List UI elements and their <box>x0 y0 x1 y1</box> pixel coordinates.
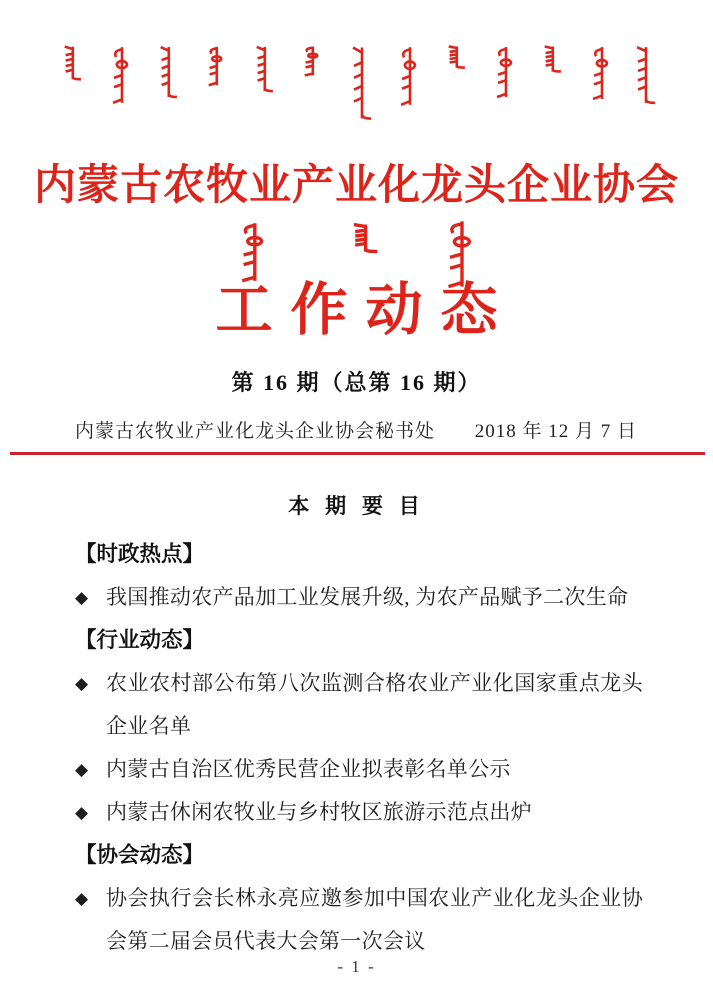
page-number: - 1 - <box>337 957 376 976</box>
toc-item-text: 内蒙古自治区优秀民营企业拟表彰名单公示 <box>106 757 511 781</box>
toc-heading: 本 期 要 目 <box>288 495 425 518</box>
toc-item-text: 内蒙古休闲农牧业与乡村牧区旅游示范点出炉 <box>106 800 532 824</box>
toc-item-text: 农业农村部公布第八次监测合格农业产业化国家重点龙头企业名单 <box>106 671 643 738</box>
diamond-bullet-icon: ◆ <box>75 588 89 608</box>
toc-section-label-politics: 【时政热点】 <box>75 542 205 566</box>
diamond-bullet-icon: ◆ <box>75 803 89 823</box>
publish-date: 2018 年 12 月 7 日 <box>474 421 637 442</box>
toc-item <box>75 748 643 791</box>
toc-item <box>75 576 643 619</box>
diamond-bullet-icon: ◆ <box>75 760 89 780</box>
diamond-bullet-icon: ◆ <box>75 674 89 694</box>
publisher-row <box>75 416 637 443</box>
toc-item <box>75 877 643 963</box>
bulletin-title: 工作动态 <box>215 279 516 342</box>
toc-item-text: 我国推动农产品加工业发展升级, 为农产品赋予二次生命 <box>106 585 629 609</box>
toc-section-label-industry: 【行业动态】 <box>75 628 205 652</box>
org-name-title: 内蒙古农牧业产业化龙头企业协会 <box>33 163 679 210</box>
toc-item <box>75 791 643 834</box>
toc-item-text: 协会执行会长林永亮应邀参加中国农业产业化龙头企业协会第二届会员代表大会第一次会议 <box>106 886 643 953</box>
toc-item <box>75 662 643 748</box>
red-divider <box>10 452 705 455</box>
publisher: 内蒙古农牧业产业化龙头企业协会秘书处 <box>75 421 436 442</box>
diamond-bullet-icon: ◆ <box>75 889 89 909</box>
toc-section-label-association: 【协会动态】 <box>75 843 205 867</box>
toc-list <box>75 533 643 963</box>
issue-number: 第 16 期（总第 16 期） <box>231 370 482 395</box>
